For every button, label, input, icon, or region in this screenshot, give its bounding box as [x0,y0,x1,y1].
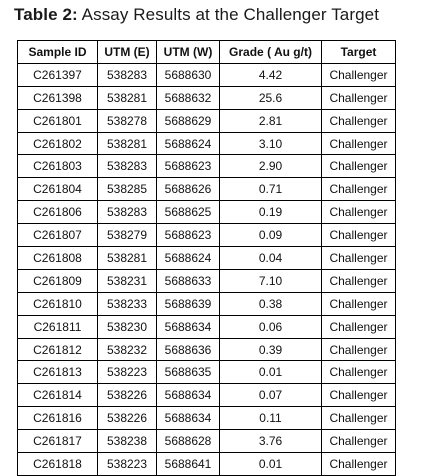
grade-cell: 7.10 [220,269,322,292]
target-cell: Challenger [322,63,396,86]
utm-e-cell: 538281 [98,86,157,109]
utm-w-cell: 5688639 [157,292,220,315]
table-row [18,178,396,201]
target-cell: Challenger [322,292,396,315]
table-caption [14,4,379,26]
header-utm-e: UTM (E) [98,41,157,64]
target-cell: Challenger [322,384,396,407]
utm-e-cell: 538226 [98,407,157,430]
utm-w-cell: 5688633 [157,269,220,292]
table-header-row [18,41,396,64]
target-cell: Challenger [322,224,396,247]
utm-w-cell: 5688629 [157,109,220,132]
target-cell: Challenger [322,453,396,476]
grade-cell: 0.06 [220,315,322,338]
grade-cell: 0.11 [220,407,322,430]
utm-w-cell: 5688635 [157,361,220,384]
utm-e-cell: 538285 [98,178,157,201]
sample-id-cell: C261818 [18,453,98,476]
utm-e-cell: 538279 [98,224,157,247]
sample-id-cell: C261806 [18,201,98,224]
table-row [18,224,396,247]
table-row [18,315,396,338]
target-cell: Challenger [322,201,396,224]
grade-cell: 0.01 [220,361,322,384]
table-row [18,109,396,132]
grade-cell: 0.38 [220,292,322,315]
sample-id-cell: C261810 [18,292,98,315]
sample-id-cell: C261398 [18,86,98,109]
sample-id-cell: C261817 [18,430,98,453]
grade-cell: 0.19 [220,201,322,224]
sample-id-cell: C261814 [18,384,98,407]
sample-id-cell: C261813 [18,361,98,384]
utm-w-cell: 5688636 [157,338,220,361]
utm-w-cell: 5688632 [157,86,220,109]
utm-e-cell: 538223 [98,453,157,476]
grade-cell: 3.76 [220,430,322,453]
table-row [18,201,396,224]
utm-e-cell: 538283 [98,201,157,224]
utm-w-cell: 5688625 [157,201,220,224]
header-grade: Grade ( Au g/t) [220,41,322,64]
utm-w-cell: 5688624 [157,132,220,155]
utm-w-cell: 5688634 [157,407,220,430]
grade-cell: 25.6 [220,86,322,109]
table-row [18,269,396,292]
target-cell: Challenger [322,338,396,361]
table-row [18,292,396,315]
grade-cell: 0.39 [220,338,322,361]
grade-cell: 2.81 [220,109,322,132]
target-cell: Challenger [322,86,396,109]
assay-results-table [17,40,396,476]
target-cell: Challenger [322,247,396,270]
target-cell: Challenger [322,407,396,430]
header-utm-w: UTM (W) [157,41,220,64]
utm-e-cell: 538283 [98,63,157,86]
grade-cell: 0.71 [220,178,322,201]
grade-cell: 0.01 [220,453,322,476]
sample-id-cell: C261803 [18,155,98,178]
utm-w-cell: 5688634 [157,315,220,338]
target-cell: Challenger [322,430,396,453]
target-cell: Challenger [322,132,396,155]
utm-e-cell: 538231 [98,269,157,292]
table-row [18,132,396,155]
table-row [18,63,396,86]
sample-id-cell: C261801 [18,109,98,132]
utm-w-cell: 5688624 [157,247,220,270]
target-cell: Challenger [322,269,396,292]
utm-e-cell: 538232 [98,338,157,361]
target-cell: Challenger [322,315,396,338]
sample-id-cell: C261809 [18,269,98,292]
table-body [18,63,396,475]
sample-id-cell: C261812 [18,338,98,361]
utm-w-cell: 5688626 [157,178,220,201]
table-row [18,407,396,430]
grade-cell: 0.07 [220,384,322,407]
utm-w-cell: 5688641 [157,453,220,476]
utm-e-cell: 538230 [98,315,157,338]
utm-w-cell: 5688630 [157,63,220,86]
utm-e-cell: 538281 [98,132,157,155]
table-row [18,384,396,407]
utm-w-cell: 5688623 [157,155,220,178]
utm-e-cell: 538238 [98,430,157,453]
header-sample-id: Sample ID [18,41,98,64]
sample-id-cell: C261397 [18,63,98,86]
table-row [18,155,396,178]
grade-cell: 0.09 [220,224,322,247]
grade-cell: 4.42 [220,63,322,86]
sample-id-cell: C261816 [18,407,98,430]
utm-w-cell: 5688628 [157,430,220,453]
table-row [18,430,396,453]
grade-cell: 3.10 [220,132,322,155]
sample-id-cell: C261811 [18,315,98,338]
table-row [18,361,396,384]
target-cell: Challenger [322,361,396,384]
utm-w-cell: 5688634 [157,384,220,407]
table-row [18,338,396,361]
sample-id-cell: C261808 [18,247,98,270]
table-caption-text: Assay Results at the Challenger Target [81,5,380,24]
table-row [18,247,396,270]
sample-id-cell: C261802 [18,132,98,155]
utm-e-cell: 538281 [98,247,157,270]
sample-id-cell: C261804 [18,178,98,201]
utm-e-cell: 538226 [98,384,157,407]
utm-e-cell: 538283 [98,155,157,178]
utm-e-cell: 538233 [98,292,157,315]
sample-id-cell: C261807 [18,224,98,247]
table-caption-label: Table 2: [14,5,78,24]
utm-e-cell: 538278 [98,109,157,132]
grade-cell: 0.04 [220,247,322,270]
grade-cell: 2.90 [220,155,322,178]
target-cell: Challenger [322,155,396,178]
utm-w-cell: 5688623 [157,224,220,247]
table-row [18,86,396,109]
utm-e-cell: 538223 [98,361,157,384]
header-target: Target [322,41,396,64]
target-cell: Challenger [322,109,396,132]
target-cell: Challenger [322,178,396,201]
